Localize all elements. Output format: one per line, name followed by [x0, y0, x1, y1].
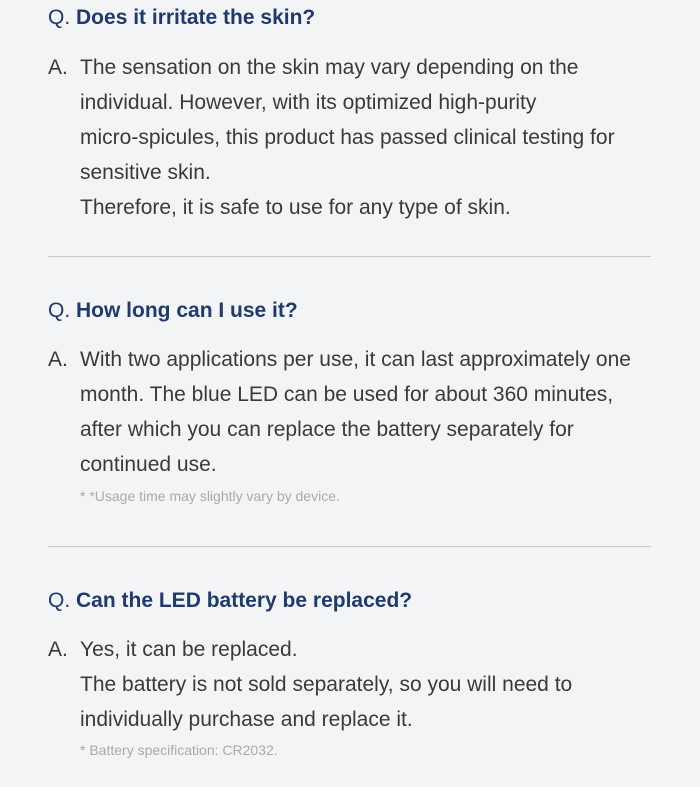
question-text: Does it irritate the skin? — [76, 6, 316, 29]
answer-line: individual. However, with its optimized high-purity — [80, 91, 537, 114]
question-text: Can the LED battery be replaced? — [76, 589, 413, 612]
faq-answer-1 — [80, 50, 680, 225]
answer-line: sensitive skin. — [80, 161, 211, 184]
answer-line: With two applications per use, it can last approximately one — [80, 348, 631, 371]
question-prefix: Q. — [48, 589, 71, 612]
answer-line: The sensation on the skin may vary depending on the — [80, 56, 579, 79]
faq-question-1 — [48, 3, 315, 33]
answer-prefix-2: A. — [48, 348, 68, 371]
usage-note: * *Usage time may slightly vary by device. — [80, 488, 340, 504]
answer-line: month. The blue LED can be used for about 360 minutes, — [80, 383, 614, 406]
answer-line: individually purchase and replace it. — [80, 708, 413, 731]
answer-line: Therefore, it is safe to use for any type of skin. — [80, 196, 511, 219]
question-prefix: Q. — [48, 6, 71, 29]
faq-answer-2 — [80, 342, 680, 482]
answer-line: micro-spicules, this product has passed clinical testing for — [80, 126, 615, 149]
divider — [48, 546, 651, 547]
faq-question-2 — [48, 296, 298, 326]
answer-line: Yes, it can be replaced. — [80, 638, 298, 661]
answer-prefix-1: A. — [48, 56, 68, 79]
answer-line: continued use. — [80, 453, 217, 476]
faq-question-3 — [48, 586, 412, 616]
question-prefix: Q. — [48, 299, 71, 322]
battery-note: * Battery specification: CR2032. — [80, 742, 278, 758]
divider — [48, 256, 651, 257]
question-text: How long can I use it? — [76, 299, 298, 322]
answer-line: after which you can replace the battery separately for — [80, 418, 574, 441]
faq-answer-3 — [80, 632, 680, 737]
answer-line: The battery is not sold separately, so you will need to — [80, 673, 573, 696]
answer-prefix-3: A. — [48, 638, 68, 661]
